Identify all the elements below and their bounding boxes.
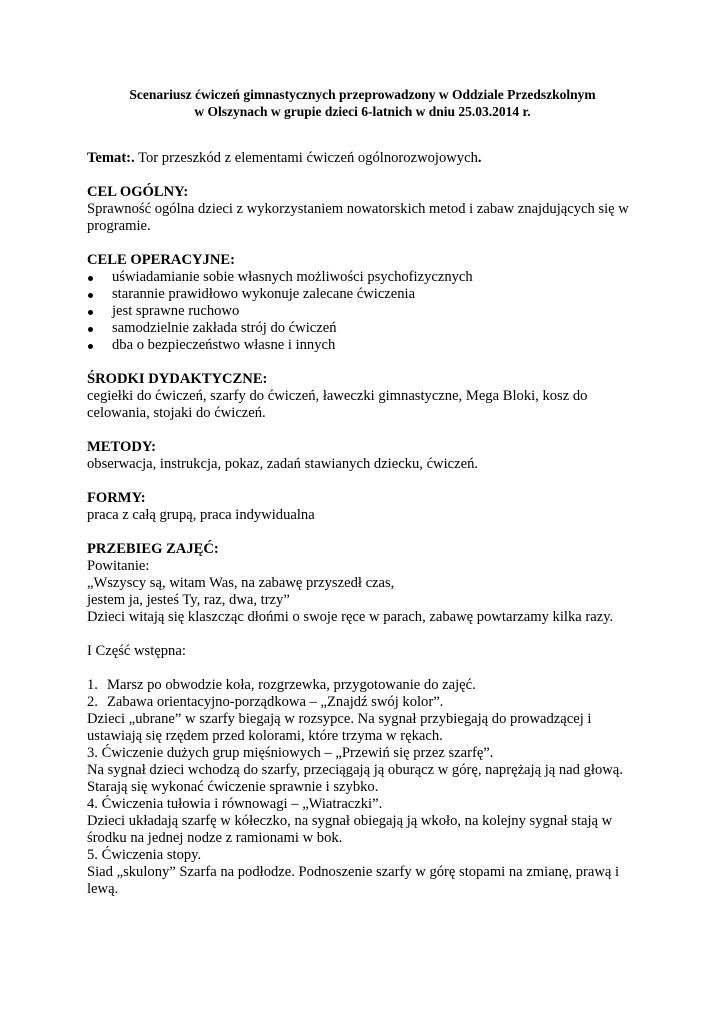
operational-goals-heading: CELE OPERACYJNE: (87, 252, 235, 268)
exercise-item-5: 5. Ćwiczenia stopy. (87, 847, 202, 863)
course-heading: PRZEBIEG ZAJĘĆ: (87, 541, 219, 557)
exercise-item-2-desc: Dzieci „ubrane” w szarfy biegają w rozsypce. Na sygnał przybiegają do prowadzącej i ustawiają się rzędem przed kolorami, które trzyma w rękach. (87, 711, 592, 744)
section-didactic-means (87, 371, 647, 422)
topic-line (87, 150, 647, 167)
section-forms (87, 490, 647, 524)
bullet-icon (88, 293, 93, 298)
operational-goals-list (87, 269, 647, 354)
section-general-goal (87, 184, 647, 235)
list-item: starannie prawidłowo wykonuje zalecane ćwiczenia (87, 286, 647, 303)
course-line: jestem ja, jesteś Ty, raz, dwa, trzy” (87, 592, 290, 608)
section-course (87, 541, 647, 626)
forms-heading: FORMY: (87, 490, 146, 506)
document-title (60, 86, 665, 120)
general-goal-text: Sprawność ogólna dzieci z wykorzystaniem nowatorskich metod i zabaw znajdujących się w programie. (87, 201, 629, 234)
section-methods (87, 439, 647, 473)
course-line: Powitanie: (87, 558, 150, 574)
methods-heading: METODY: (87, 439, 156, 455)
topic-end: . (477, 150, 482, 166)
exercise-item-1: 1. Marsz po obwodzie koła, rozgrzewka, przygotowanie do zajęć. (87, 677, 476, 693)
bullet-icon (88, 327, 93, 332)
course-line: Dzieci witają się klaszcząc dłońmi o swoje ręce w parach, zabawę powtarzamy kilka razy. (87, 609, 614, 625)
forms-text: praca z całą grupą, praca indywidualna (87, 507, 315, 523)
course-line: „Wszyscy są, witam Was, na zabawę przyszedł czas, (87, 575, 395, 591)
exercise-item-5-desc: Siad „skulony” Szarfa na podłodze. Podnoszenie szarfy w górę stopami na zmianę, prawą i lewą. (87, 864, 620, 897)
topic-label: Temat:. (87, 150, 135, 166)
bullet-icon (88, 344, 93, 349)
general-goal-heading: CEL OGÓLNY: (87, 184, 189, 200)
methods-text: obserwacja, instrukcja, pokaz, zadań stawianych dziecku, ćwiczeń. (87, 456, 479, 472)
topic-text: Tor przeszkód z elementami ćwiczeń ogólnorozwojowych (134, 150, 478, 166)
exercise-item-4: 4. Ćwiczenia tułowia i równowagi – „Wiatraczki”. (87, 796, 383, 812)
didactic-means-text: cegiełki do ćwiczeń, szarfy do ćwiczeń, ławeczki gimnastyczne, Mega Bloki, kosz do celowania, stojaki do ćwiczeń. (87, 388, 588, 421)
exercise-item-3: 3. Ćwiczenie dużych grup mięśniowych – „Przewiń się przez szarfę”. (87, 745, 494, 761)
exercise-item-2: 2. Zabawa orientacyjno-porządkowa – „Znajdź swój kolor”. (87, 694, 444, 710)
title-line-1: Scenariusz ćwiczeń gimnastycznych przeprowadzony w Oddziale Przedszkolnym (129, 87, 596, 102)
didactic-means-heading: ŚRODKI DYDAKTYCZNE: (87, 371, 268, 387)
list-item: jest sprawne ruchowo (87, 303, 647, 320)
intro-part-heading: I Część wstępna: (87, 643, 186, 659)
document-body (87, 150, 647, 898)
section-intro-part (87, 643, 647, 898)
title-line-2: w Olszynach w grupie dzieci 6-latnich w dniu 25.03.2014 r. (194, 104, 531, 119)
list-item: samodzielnie zakłada strój do ćwiczeń (87, 320, 647, 337)
bullet-icon (88, 310, 93, 315)
exercise-item-3-desc: Na sygnał dzieci wchodzą do szarfy, przeciągają ją oburącz w górę, naprężają ją nad głową. Starają się wykonać ćwiczenie sprawnie i szybko. (87, 762, 623, 795)
list-item: uświadamianie sobie własnych możliwości psychofizycznych (87, 269, 647, 286)
exercise-item-4-desc: Dzieci układają szarfę w kółeczko, na sygnał obiegają ją wkoło, na kolejny sygnał stają w środku na jednej nodze z ramionami w bok. (87, 813, 613, 846)
list-item: dba o bezpieczeństwo własne i innych (87, 337, 647, 354)
bullet-icon (88, 276, 93, 281)
section-operational-goals (87, 252, 647, 354)
